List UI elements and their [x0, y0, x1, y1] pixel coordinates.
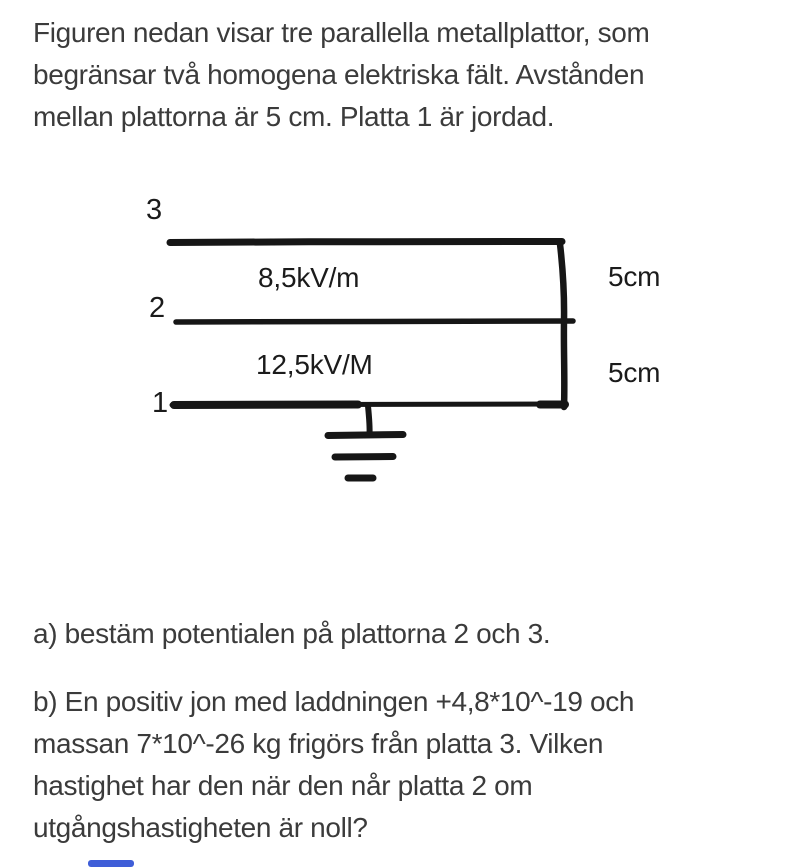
plates-diagram: [0, 180, 800, 510]
ground-stem: [368, 406, 370, 435]
field-strength-upper: 8,5kV/m: [258, 262, 360, 293]
right-connector-line: [560, 244, 564, 407]
ground-bar-1: [328, 435, 403, 436]
intro-line-1: Figuren nedan visar tre parallella metallplattor, som: [33, 17, 650, 48]
intro-line-3: mellan plattorna är 5 cm. Platta 1 är jordad.: [33, 101, 555, 132]
plate-1-number: 1: [152, 387, 168, 419]
question-b: [33, 681, 634, 849]
intro-line-2: begränsar två homogena elektriska fält. Avstånden: [33, 59, 645, 90]
distance-label-lower: 5cm: [608, 357, 661, 388]
question-a-line: a) bestäm potentialen på plattorna 2 och 3.: [33, 618, 551, 649]
field-strength-lower: 12,5kV/M: [256, 349, 373, 380]
question-b-line-4: utgångshastigheten är noll?: [33, 812, 368, 843]
ground-bar-2: [335, 457, 393, 458]
plate-1-line-thick-left: [174, 405, 358, 406]
question-b-line-3: hastighet har den när den når platta 2 om: [33, 770, 533, 801]
plate-2-number: 2: [149, 292, 165, 324]
question-b-line-2: massan 7*10^-26 kg frigörs från platta 3. Vilken: [33, 728, 604, 759]
plate-3-line: [170, 242, 562, 243]
distance-label-upper: 5cm: [608, 261, 661, 292]
intro-paragraph: [33, 12, 649, 138]
circuit-drawing: [0, 180, 800, 510]
plate-2-line: [176, 321, 573, 322]
plate-3-number: 3: [146, 194, 162, 226]
question-b-line-1: b) En positiv jon med laddningen +4,8*10^-19 och: [33, 686, 635, 717]
question-a: [33, 613, 550, 655]
video-progress-bar[interactable]: [88, 860, 134, 867]
